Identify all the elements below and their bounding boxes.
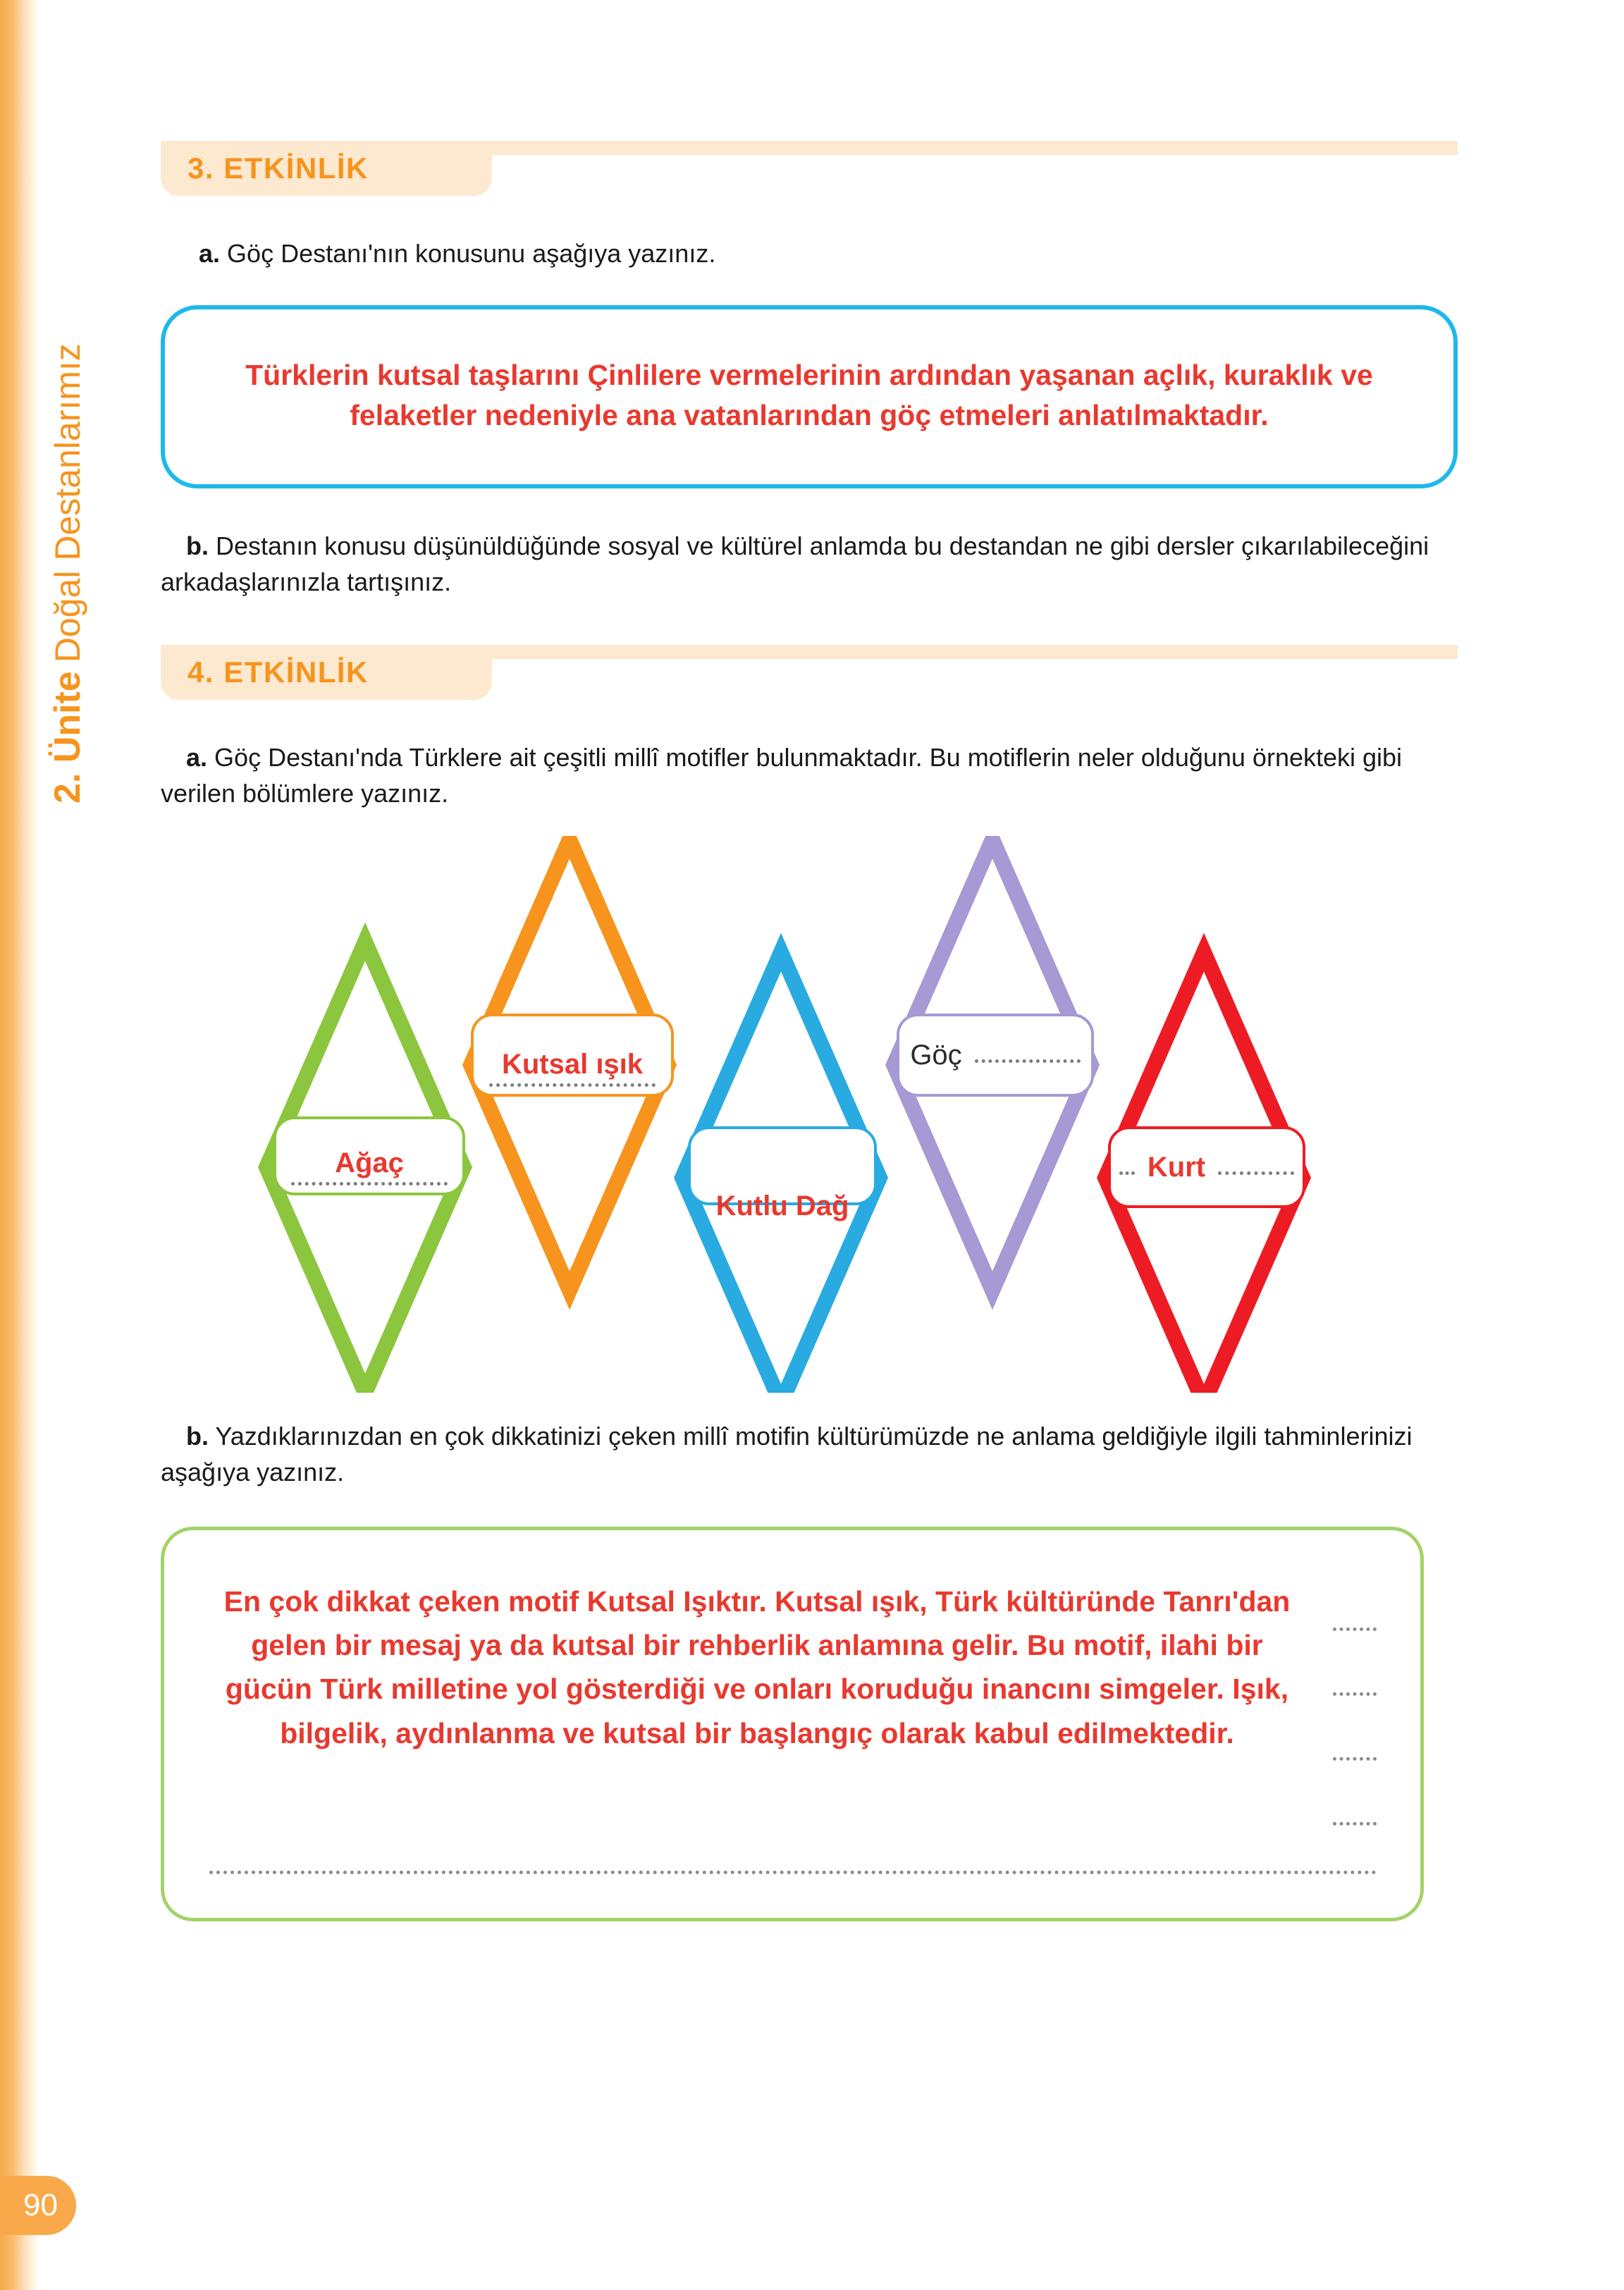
prompt-a-text: Göç Destanı'nın konusunu aşağıya yazınız. (227, 239, 716, 268)
activity-3-badge-label: 3. ETKİNLİK (187, 152, 369, 185)
activity-4-prompt-a (161, 739, 1458, 811)
activity-3-prompt-a (161, 235, 1458, 271)
activity-4-answer-box[interactable] (161, 1527, 1424, 1921)
prompt-b-marker: b. (186, 1421, 209, 1451)
answer-dot-line-full (209, 1871, 1377, 1874)
activity-3-answer-text: Türklerin kutsal taşlarını Çinlilere vermelerinin ardından yaşanan açlık, kuraklık ve felaketler nedeniyle ana vatanlarından göç etmeleri anlatılmaktadır. (245, 358, 1373, 432)
motif-label-agac: Ağaç (335, 1147, 404, 1178)
motif-diamond-diagram (161, 836, 1458, 1393)
page-number-badge (0, 2176, 76, 2235)
activity-3-prompt-b (161, 528, 1458, 600)
prompt-a-marker: a. (186, 743, 208, 772)
activity-3-badge (161, 141, 492, 196)
answer-dot-stub-3 (1333, 1757, 1377, 1761)
activity-4-answer-text: En çok dikkat çeken motif Kutsal Işıktır. Kutsal ışık, Türk kültüründe Tanrı'dan gelen bir mesaj ya da kutsal bir rehberlik anlamına gelir. Bu motif, ilahi bir gücün Türk milletine yol gösterdiği ve onları koruduğu inancını simgeler. Işık, bilgelik, aydınlanma ve kutsal bir başlangıç olarak kabul edilmektedir. (223, 1584, 1291, 1749)
motif-dots-kurt-right (1218, 1171, 1294, 1175)
motif-pill-goc[interactable] (897, 1014, 1094, 1097)
motif-dots-agac (291, 1182, 448, 1186)
motif-pill-agac[interactable] (273, 1116, 465, 1195)
motif-label-kurt: Kurt (1147, 1151, 1206, 1183)
prompt-b-marker: b. (186, 531, 209, 561)
motif-pill-kutlu-dag[interactable] (688, 1126, 877, 1221)
activity-4-badge-label: 4. ETKİNLİK (187, 655, 369, 689)
motif-dots-goc (975, 1059, 1081, 1063)
prompt-a-text: Göç Destanı'nda Türklere ait çeşitli millî motifler bulunmaktadır. Bu motiflerin neler olduğunu örnekteki gibi verilen bölümlere yazınız. (161, 743, 1403, 808)
prompt-a-marker: a. (199, 239, 221, 268)
unit-title: Doğal Destanlarımız (48, 343, 87, 663)
page-number: 90 (23, 2188, 58, 2222)
motif-dots-kutsal-isik (489, 1083, 655, 1087)
diamond-outlines-svg (161, 836, 1458, 1393)
activity-4-badge (161, 645, 492, 700)
unit-number: 2. Ünite (47, 671, 88, 804)
answer-dot-stub-1 (1333, 1627, 1377, 1631)
activity-4-prompt-b (161, 1418, 1458, 1490)
page-content (161, 0, 1458, 2290)
activity-3-header (161, 141, 1458, 196)
unit-label (42, 169, 93, 804)
motif-pill-kutsal-isik[interactable] (471, 1014, 674, 1097)
motif-dots-kurt-left (1119, 1171, 1135, 1175)
answer-dot-stub-2 (1333, 1692, 1377, 1696)
activity-3-answer-box[interactable] (161, 305, 1458, 488)
motif-label-kutsal-isik: Kutsal ışık (501, 1048, 644, 1080)
motif-label-goc: Göç (910, 1039, 962, 1071)
motif-label-kutlu-dag: Kutlu Dağ (715, 1190, 849, 1221)
activity-4-header (161, 645, 1458, 700)
prompt-b-text: Yazdıklarınızdan en çok dikkatinizi çeken millî motifin kültürümüzde ne anlama geldiğiyle ilgili tahminlerinizi aşağıya yazınız. (161, 1421, 1413, 1486)
prompt-b-text: Destanın konusu düşünüldüğünde sosyal ve kültürel anlamda bu destandan ne gibi dersler çıkarılabileceğini arkadaşlarınızla tartışınız. (161, 531, 1429, 597)
left-edge-gradient-strip (0, 0, 39, 2290)
answer-dot-stub-4 (1333, 1822, 1377, 1826)
motif-pill-kurt[interactable] (1108, 1126, 1305, 1208)
